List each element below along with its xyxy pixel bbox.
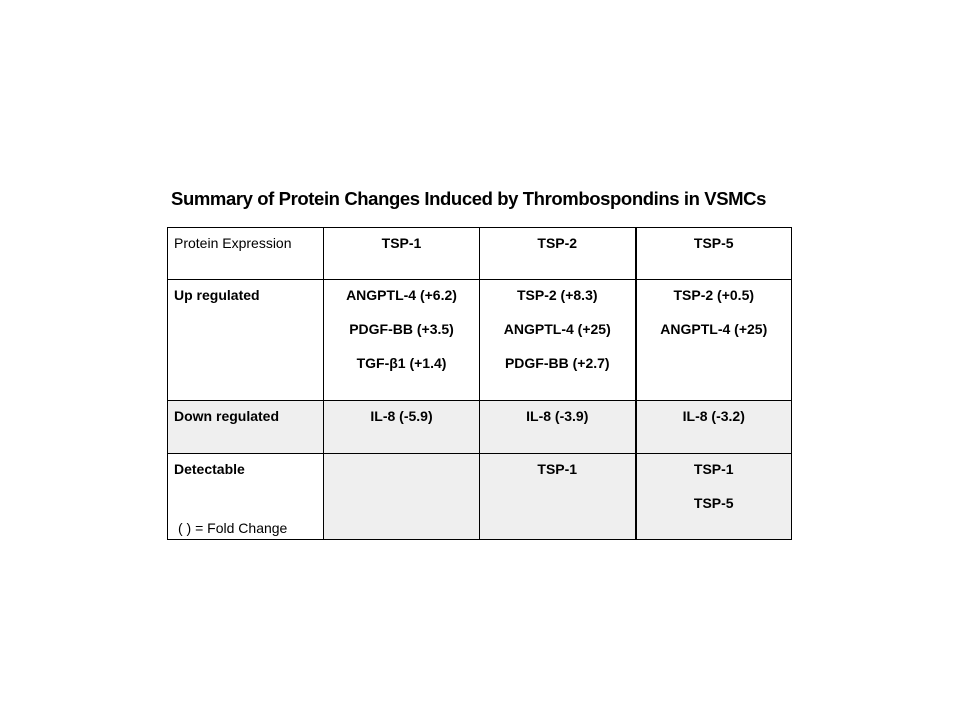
cell-value: IL-8 (-3.2) (682, 408, 745, 424)
cell-value: ANGPTL-4 (+25) (503, 321, 611, 337)
cell-detect-tsp-2 (480, 454, 636, 540)
cell-detect-tsp-5 (636, 454, 792, 540)
cell-value: TSP-5 (693, 495, 734, 511)
cell-value: TSP-2 (+0.5) (673, 287, 755, 303)
cell-up-tsp-1 (324, 280, 480, 401)
row-label-down-regulated: Down regulated (168, 401, 324, 454)
cell-value: TGF-β1 (+1.4) (356, 355, 447, 371)
table-header-row (168, 228, 792, 280)
row-label-detectable: Detectable (168, 454, 324, 540)
row-label-up-regulated: Up regulated (168, 280, 324, 401)
footnote: ( ) = Fold Change (178, 520, 288, 536)
table-row-up-regulated (168, 280, 792, 401)
cell-value: TSP-2 (+8.3) (516, 287, 598, 303)
cell-value: IL-8 (-5.9) (370, 408, 433, 424)
cell-value: ANGPTL-4 (+6.2) (346, 287, 457, 303)
cell-down-tsp-2 (480, 401, 636, 454)
cell-value: ANGPTL-4 (+25) (660, 321, 768, 337)
header-tsp-1: TSP-1 (324, 228, 480, 280)
cell-down-tsp-5 (636, 401, 792, 454)
header-label: Protein Expression (168, 228, 324, 280)
protein-changes-table (167, 227, 792, 540)
cell-value: IL-8 (-3.9) (526, 408, 589, 424)
header-tsp-2: TSP-2 (480, 228, 636, 280)
cell-up-tsp-2 (480, 280, 636, 401)
header-tsp-5: TSP-5 (636, 228, 792, 280)
slide-title: Summary of Protein Changes Induced by Thrombospondins in VSMCs (171, 188, 767, 209)
cell-detect-tsp-1 (324, 454, 480, 540)
cell-value: PDGF-BB (+3.5) (349, 321, 454, 337)
cell-value: TSP-1 (537, 461, 578, 477)
cell-down-tsp-1 (324, 401, 480, 454)
table-row-down-regulated (168, 401, 792, 454)
cell-value: PDGF-BB (+2.7) (504, 355, 610, 371)
cell-value: TSP-1 (693, 461, 734, 477)
cell-up-tsp-5 (636, 280, 792, 401)
